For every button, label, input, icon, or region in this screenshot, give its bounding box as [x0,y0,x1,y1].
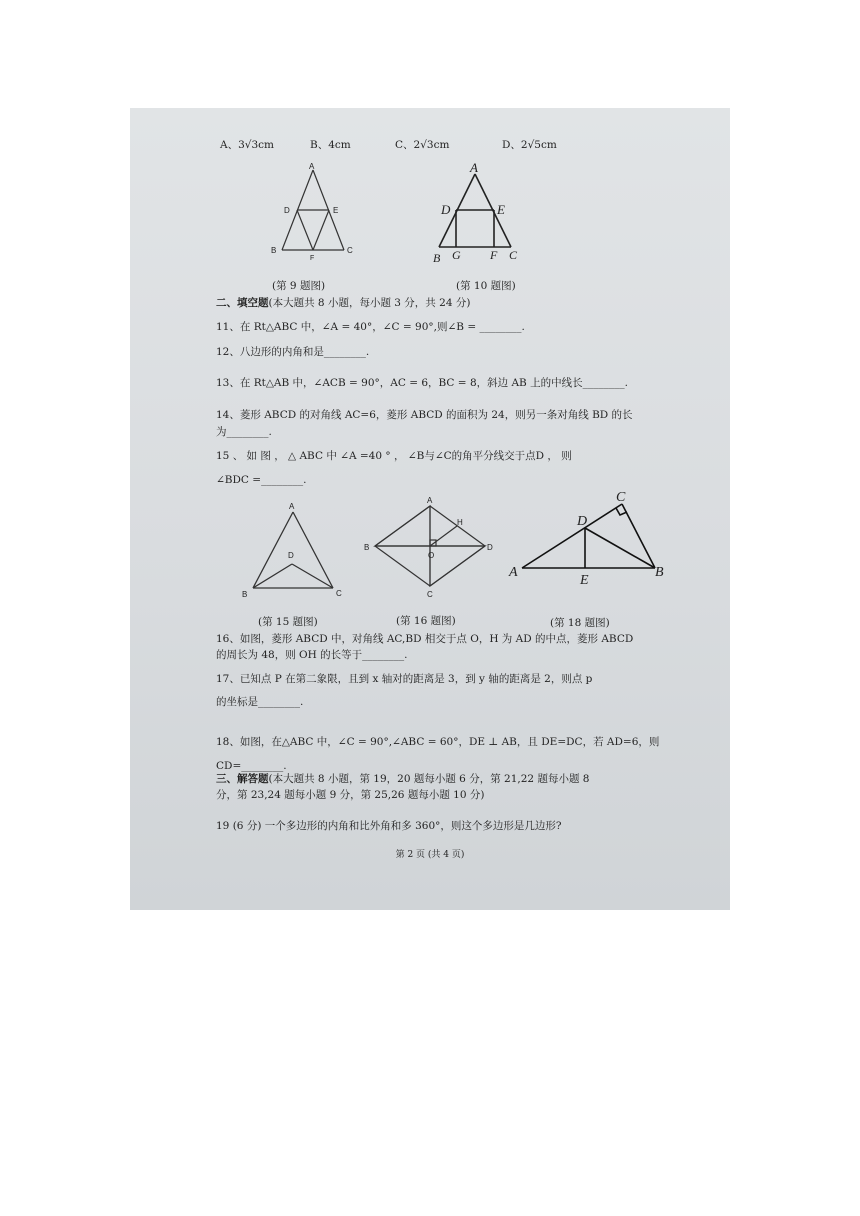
section2-heading: 二、填空题 [216,297,269,309]
figure-18 [502,484,672,594]
figure-15 [235,500,350,605]
section2-note: (本大题共 8 小题，每小题 3 分，共 24 分) [268,297,471,309]
fig18-label-c: C [616,490,626,505]
question-16-line2: 的周长为 48，则 OH 的长等于________. [216,649,408,661]
fig9-label-a: A [309,162,315,171]
fig16-caption: (第 16 题图) [396,615,456,627]
fig10-label-a: A [470,160,478,175]
fig15-label-c: C [336,589,342,598]
question-14-line1: 14、菱形 ABCD 的对角线 AC=6，菱形 ABCD 的面积为 24，则另一条对角线 BD 的长 [216,409,633,421]
fig10-label-c: C [509,248,518,262]
question-18-line2: CD=________. [216,760,287,772]
fig16-label-d: D [487,543,493,552]
question-12: 12、八边形的内角和是________. [216,346,370,358]
choice-a: A、3√3cm [220,139,274,151]
section3-heading: 三、解答题 [216,773,269,785]
choice-c: C、2√3cm [395,139,450,151]
figure-9 [265,160,365,265]
fig15-caption: (第 15 题图) [258,616,318,628]
question-18-line1: 18、如图，在△ABC 中，∠C = 90°,∠ABC = 60°，DE ⊥ AB，且 DE=DC，若 AD=6，则 [216,736,660,748]
question-14-line2: 为________. [216,426,272,438]
fig10-label-b: B [433,251,441,265]
question-15-line1: 15 、 如 图 ， △ ABC 中 ∠A =40 ° ， ∠B与∠C的角平分线交于点D ， 则 [216,450,572,462]
fig10-label-f: F [490,248,498,262]
section2-heading-line [216,296,470,310]
fig18-label-b: B [655,565,664,580]
question-11: 11、在 Rt△ABC 中，∠A = 40°，∠C = 90°,则∠B = ________. [216,321,525,333]
section3-heading-line [216,772,589,786]
fig18-label-a: A [509,565,518,580]
fig9-label-b: B [271,246,277,255]
fig18-label-e: E [580,573,589,588]
section3-note-line2: 分，第 23,24 题每小题 9 分，第 25,26 题每小题 10 分) [216,789,485,801]
fig10-label-e: E [497,202,505,217]
figure-16 [360,494,495,604]
fig10-label-d: D [441,202,451,217]
fig15-label-b: B [242,590,248,599]
fig10-caption: (第 10 题图) [456,280,516,292]
fig16-label-a: A [427,496,433,505]
choice-d: D、2√5cm [502,139,557,151]
fig9-label-c: C [347,246,353,255]
question-13: 13、在 Rt△AB 中，∠ACB = 90°，AC = 6，BC = 8，斜边 AB 上的中线长________. [216,377,628,389]
fig9-caption: (第 9 题图) [272,280,326,292]
fig16-label-o: O [428,551,435,560]
fig15-label-d: D [288,551,294,560]
fig9-label-e: E [333,206,339,215]
fig9-label-f: F [310,255,315,262]
fig15-label-a: A [289,502,295,511]
exam-page [130,108,730,910]
figure-10 [425,158,535,268]
fig16-label-b: B [364,543,370,552]
page-footer: 第 2 页 (共 4 页) [395,850,465,860]
question-17-line2: 的坐标是________. [216,696,304,708]
fig10-label-g: G [452,248,461,262]
question-19: 19 (6 分) 一个多边形的内角和比外角和多 360°，则这个多边形是几边形? [216,820,562,832]
question-15-line2: ∠BDC =________. [216,474,307,486]
question-17-line1: 17、已知点 P 在第二象限，且到 x 轴对的距离是 3，到 y 轴的距离是 2，则点 p [216,673,593,685]
fig16-label-c: C [427,590,433,599]
fig18-caption: (第 18 题图) [550,617,610,629]
question-16-line1: 16、如图，菱形 ABCD 中，对角线 AC,BD 相交于点 O，H 为 AD 的中点，菱形 ABCD [216,633,634,645]
fig18-label-d: D [577,514,588,529]
choice-b: B、4cm [310,139,351,151]
fig16-label-h: H [457,518,463,527]
fig9-label-d: D [284,206,290,215]
section3-note-line1: (本大题共 8 小题，第 19，20 题每小题 6 分，第 21,22 题每小题 8 [268,773,590,785]
